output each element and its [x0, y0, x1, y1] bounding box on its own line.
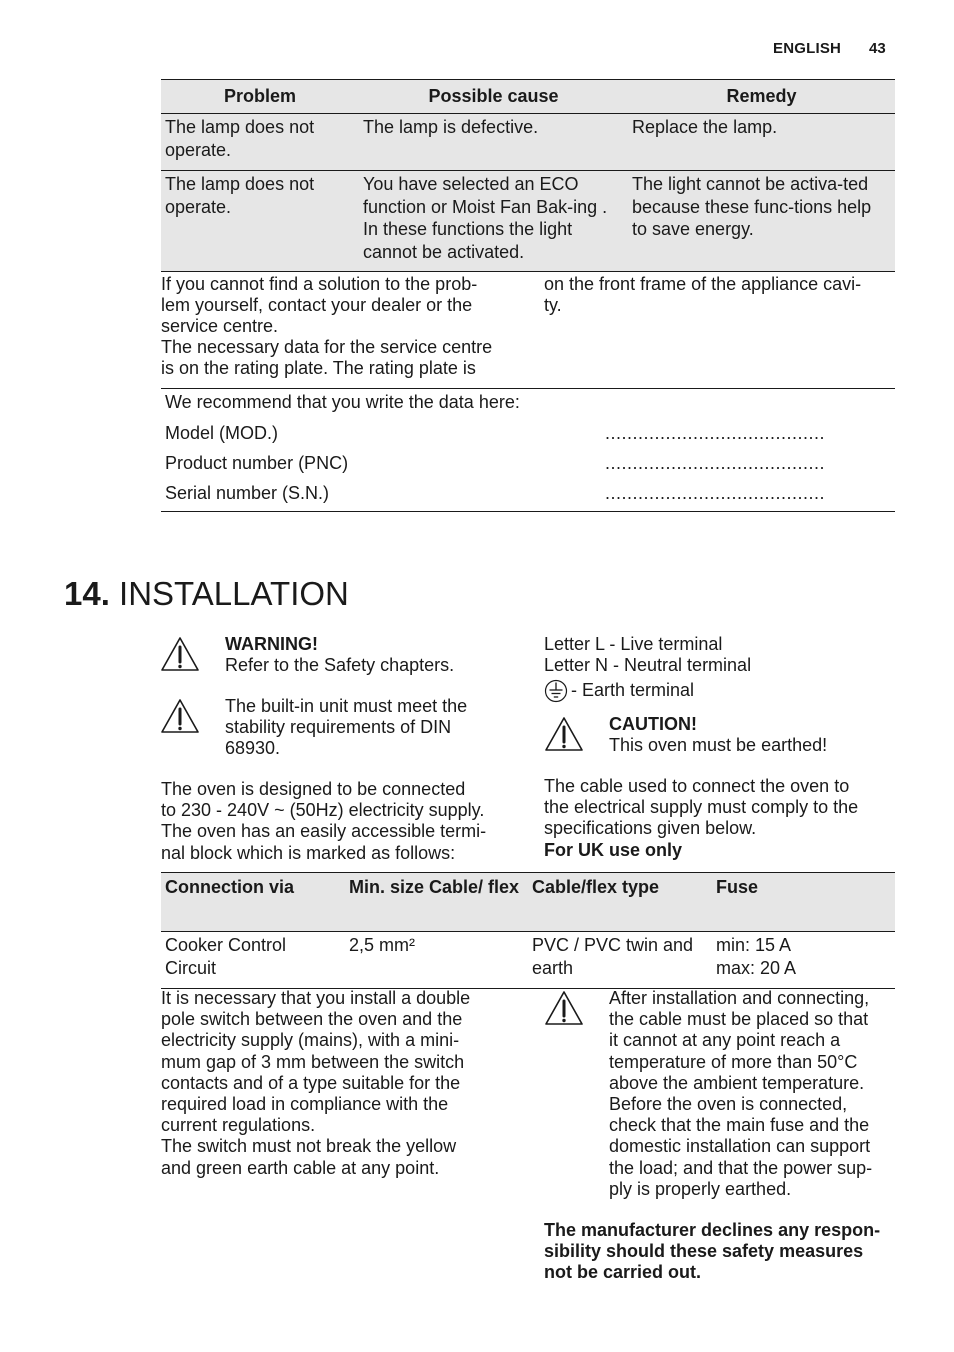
text-line: above the ambient temperature. [609, 1072, 865, 1093]
text-line: current regulations. [161, 1115, 316, 1136]
text-line: contacts and of a type suitable for the [161, 1072, 461, 1093]
column-header-min-size: Min. size Cable/ flex [345, 873, 528, 932]
supply-paragraph [161, 779, 486, 864]
record-dots-pnc: ........................................ [605, 453, 826, 473]
column-header-fuse: Fuse [712, 873, 895, 932]
record-intro: We recommend that you write the data here: [165, 392, 520, 412]
column-header-cause: Possible cause [359, 80, 628, 114]
warning-triangle-icon [544, 990, 584, 1026]
table-header-row [161, 80, 895, 114]
fuse-max: max: 20 A [716, 957, 797, 978]
installation-warning-text [609, 988, 872, 1200]
caution-text: This oven must be earthed! [609, 735, 828, 755]
text-line: the electrical supply must comply to the [544, 797, 859, 818]
text-line: Before the oven is connected, [609, 1094, 848, 1115]
section-heading: INSTALLATION [119, 575, 349, 612]
terminal-neutral: Letter N - Neutral terminal [544, 655, 752, 675]
text-line: ply is properly earthed. [609, 1178, 792, 1199]
uk-use-note: For UK use only [544, 839, 683, 860]
record-dots-serial: ........................................ [605, 483, 826, 503]
text-line: check that the main fuse and the [609, 1115, 870, 1136]
text-line: pole switch between the oven and the [161, 1009, 463, 1030]
table-row [161, 171, 895, 272]
stability-warning-text [225, 696, 467, 760]
caution-title: CAUTION! [609, 714, 697, 734]
text-line: stability requirements of DIN [225, 717, 452, 738]
cell-remedy: The light cannot be activa-ted because these func-tions help to save energy. [628, 171, 895, 272]
earth-symbol-icon [544, 679, 568, 703]
cell-cable-type: PVC / PVC twin and earth [528, 932, 712, 989]
column-header-cable-type: Cable/flex type [528, 873, 712, 932]
terminal-live: Letter L - Live terminal [544, 634, 723, 654]
text-line: the cable must be placed so that [609, 1009, 869, 1030]
connection-table [161, 872, 895, 989]
warning-triangle-icon [544, 716, 584, 752]
cell-problem: The lamp does not operate. [161, 114, 359, 171]
troubleshooting-table [161, 79, 895, 272]
column-header-connection: Connection via [161, 873, 345, 932]
warning-text: Refer to the Safety chapters. [225, 655, 455, 675]
record-label-pnc: Product number (PNC) [165, 453, 349, 473]
text-line: and green earth cable at any point. [161, 1157, 440, 1178]
text-line: the load; and that the power sup- [609, 1157, 873, 1178]
text-line: The manufacturer declines any respon- [544, 1220, 881, 1240]
table-header-row [161, 873, 895, 932]
text-line: it cannot at any point reach a [609, 1030, 841, 1051]
text-line: 68930. [225, 738, 281, 759]
text-line: lem yourself, contact your dealer or the [161, 295, 473, 315]
header-language: ENGLISH [773, 40, 842, 57]
text-line: The oven is designed to be connected [161, 779, 466, 799]
record-label-model: Model (MOD.) [165, 423, 279, 443]
text-line: It is necessary that you install a double [161, 988, 471, 1008]
column-header-remedy: Remedy [628, 80, 895, 114]
record-dots-model: ........................................ [605, 423, 826, 443]
text-line: The built-in unit must meet the [225, 696, 468, 716]
service-text-left [161, 274, 521, 379]
text-line: The oven has an easily accessible termi- [161, 821, 487, 842]
table-row [161, 114, 895, 171]
text-line: ty. [544, 295, 562, 315]
terminal-earth: - Earth terminal [571, 680, 695, 700]
warning-title: WARNING! [225, 634, 318, 654]
text-line: required load in compliance with the [161, 1094, 449, 1115]
text-line: temperature of more than 50°C [609, 1051, 858, 1072]
text-line: sibility should these safety measures [544, 1241, 864, 1262]
record-label-serial: Serial number (S.N.) [165, 483, 330, 503]
data-record-box [161, 388, 895, 512]
text-line: mum gap of 3 mm between the switch [161, 1051, 465, 1072]
text-line: After installation and connecting, [609, 988, 870, 1008]
page-number: 43 [869, 40, 886, 57]
text-line: domestic installation can support [609, 1136, 871, 1157]
warning-triangle-icon [160, 636, 200, 672]
text-line: is on the rating plate. The rating plate is [161, 358, 476, 378]
table-row [161, 932, 895, 989]
text-line: The switch must not break the yellow [161, 1136, 457, 1157]
cell-cause: You have selected an ECO function or Moist Fan Bak-ing . In these functions the light cannot be activated. [359, 171, 628, 272]
cell-problem: The lamp does not operate. [161, 171, 359, 272]
warning-triangle-icon [160, 698, 200, 734]
cell-fuse [712, 932, 895, 989]
cell-min-size: 2,5 mm² [345, 932, 528, 989]
text-line: If you cannot find a solution to the prob- [161, 274, 478, 294]
column-header-problem: Problem [161, 80, 359, 114]
fuse-min: min: 15 A [716, 935, 792, 955]
text-line: to 230 - 240V ~ (50Hz) electricity supply. [161, 800, 485, 821]
section-number: 14. [64, 575, 110, 612]
cell-remedy: Replace the lamp. [628, 114, 895, 171]
switch-paragraph [161, 988, 470, 1179]
cell-connection: Cooker Control Circuit [161, 932, 345, 989]
cable-paragraph [544, 776, 858, 861]
text-line: service centre. [161, 316, 279, 336]
section-title [64, 574, 349, 614]
cell-cause: The lamp is defective. [359, 114, 628, 171]
disclaimer [544, 1220, 880, 1284]
text-line: The cable used to connect the oven to [544, 776, 850, 796]
service-text-right [544, 274, 896, 316]
text-line: specifications given below. [544, 818, 757, 839]
text-line: nal block which is marked as follows: [161, 842, 456, 863]
text-line: electricity supply (mains), with a mini- [161, 1030, 460, 1051]
text-line: The necessary data for the service centre [161, 337, 493, 357]
text-line: on the front frame of the appliance cavi- [544, 274, 862, 294]
text-line: not be carried out. [544, 1262, 702, 1283]
